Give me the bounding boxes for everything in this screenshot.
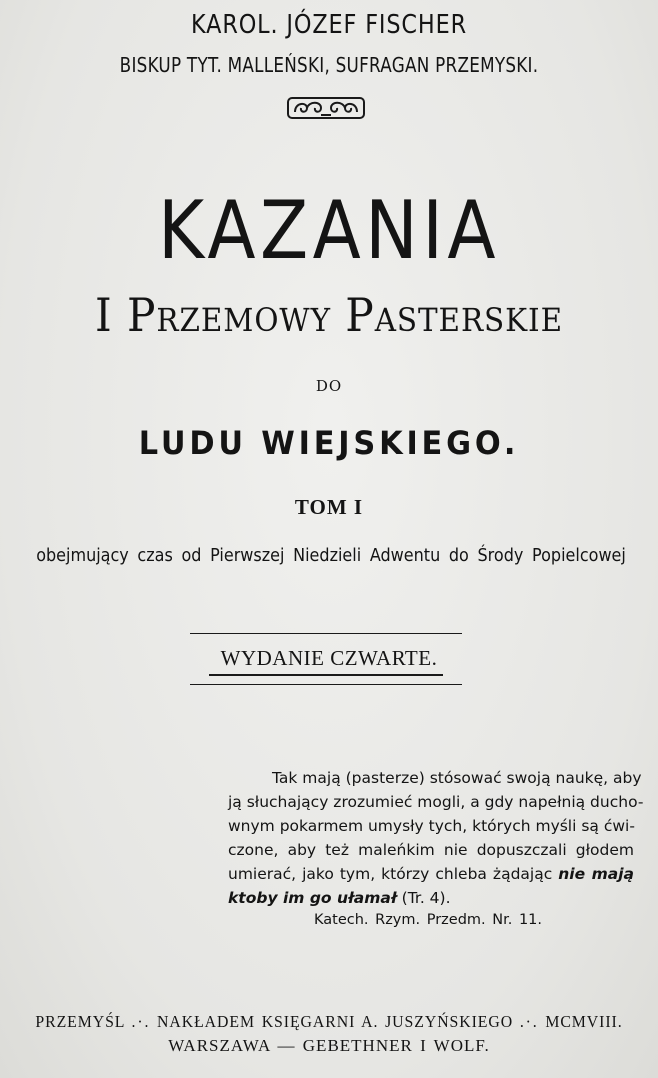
subtitle: I Przemowy Pasterskie [95,288,563,342]
quote-line: czone, aby też maleńkim nie dopuszczali głodem [228,841,634,859]
imprint-separator: .·. [519,1012,539,1031]
volume-coverage: obejmujący czas od Pierwszej Niedzieli Adwentu do Środy Popielcowej [36,545,626,566]
quote-line: wnym pokarmem umysły tych, których myśli są ćwi- [228,817,635,835]
quote-line: Tak mają (pasterze) stósować swoją naukę, aby [272,769,642,787]
edition-rule-under-thick [209,674,443,676]
title-connector: do [315,372,343,397]
main-title: KAZANIA [158,184,500,277]
author-name: KAROL. JÓZEF FISCHER [191,10,467,40]
imprint-publisher: NAKŁADEM KSIĘGARNI A. JUSZYŃSKIEGO [157,1012,514,1031]
imprint-year: MCMVIII. [545,1012,623,1031]
audience-title: LUDU WIEJSKIEGO. [138,424,520,462]
imprint-line-1 [23,1012,635,1032]
quote-line-last [228,886,634,910]
author-title: BISKUP TYT. MALLEŃSKI, SUFRAGAN PRZEMYSKI. [119,53,539,77]
epigraph-quote [228,766,644,910]
quote-emphasis-last: ktoby im go ułamał [228,889,397,907]
edition-rule-bottom [190,684,462,685]
quote-line-with-emphasis [228,862,634,886]
edition-label: WYDANIE CZWARTE. [220,646,438,670]
volume-label: TOM I [294,495,364,519]
quote-line: ją słuchający zrozumieć mogli, a gdy napełnią ducho- [228,793,644,811]
imprint-place: PRZEMYŚL [35,1012,125,1031]
imprint-line-2: WARSZAWA — GEBETHNER I WOLF. [168,1036,490,1055]
quote-source: Katech. Rzym. Przedm. Nr. 11. [314,912,543,928]
edition-rule-top [190,633,462,634]
quote-line-text: umierać, jako tym, którzy chleba żądając [228,865,553,883]
imprint-separator: .·. [131,1012,151,1031]
quote-citation: (Tr. 4). [401,889,451,907]
quote-emphasis: nie mają [558,865,635,883]
ornament-icon [287,96,365,120]
